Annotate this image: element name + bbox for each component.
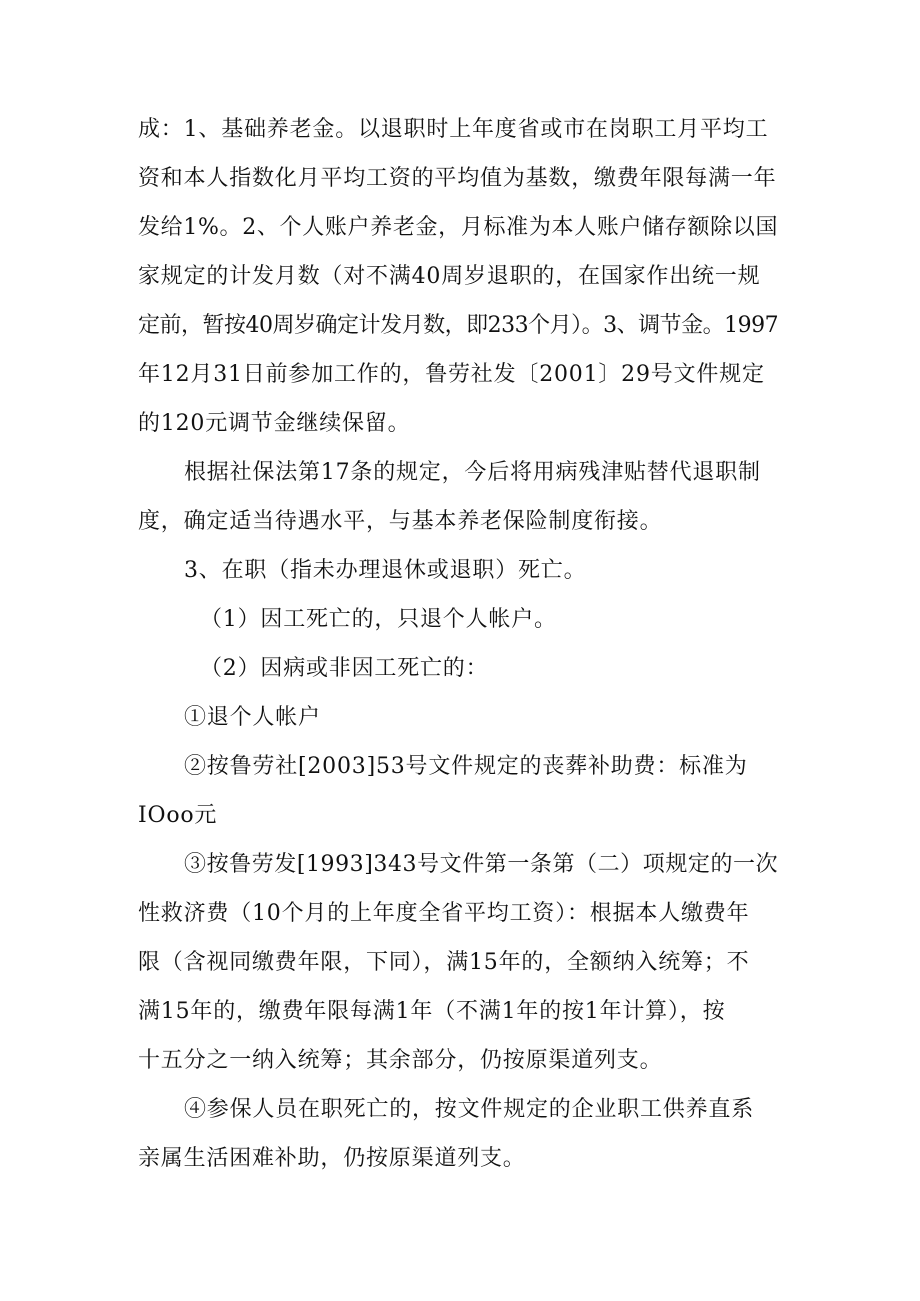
text-line: 资和本人指数化月平均工资的平均值为基数，缴费年限每满一年 (138, 166, 777, 191)
text-line: 十五分之一纳入统筹；其余部分，仍按原渠道列支。 (138, 1048, 663, 1073)
text-line: IOoo元 (138, 803, 218, 828)
text-line: 家规定的计发月数（对不满40周岁退职的，在国家作出统一规 (138, 264, 761, 289)
text-line: ③按鲁劳发[1993]343号文件第一条第（二）项规定的一次 (184, 852, 779, 877)
text-line: ④参保人员在职死亡的，按文件规定的企业职工供养直系 (184, 1097, 755, 1122)
text-line: 满15年的，缴费年限每满1年（不满1年的按1年计算），按 (138, 999, 726, 1024)
text-line: 度，确定适当待遇水平，与基本养老保险制度衔接。 (138, 509, 663, 534)
text-line: （1）因工死亡的，只退个人帐户。 (200, 607, 557, 632)
text-line: 亲属生活困难补助，仍按原渠道列支。 (138, 1146, 526, 1171)
text-line: ①退个人帐户 (184, 705, 321, 730)
text-line: 的120元调节金继续保留。 (138, 411, 411, 436)
text-line: 3、在职（指未办理退休或退职）死亡。 (184, 558, 587, 583)
text-line: 定前，暂按40周岁确定计发月数，即233个月）。3、调节金。1997 (138, 313, 779, 338)
text-line: 性救济费（10个月的上年度全省平均工资）：根据本人缴费年 (138, 901, 750, 926)
text-line: （2）因病或非因工死亡的： (200, 656, 489, 681)
text-line: 限（含视同缴费年限，下同），满15年的，全额纳入统筹；不 (138, 950, 750, 975)
text-line: 根据社保法第17条的规定，今后将用病残津贴替代退职制 (184, 460, 761, 485)
text-line: 发给1%。2、个人账户养老金，月标准为本人账户储存额除以国 (138, 215, 779, 240)
text-line: 成：1、基础养老金。以退职时上年度省或市在岗职工月平均工 (138, 117, 769, 142)
text-line: 年12月31日前参加工作的，鲁劳社发〔2001〕29号文件规定 (138, 362, 765, 387)
text-line: ②按鲁劳社[2003]53号文件规定的丧葬补助费：标准为 (184, 754, 748, 779)
